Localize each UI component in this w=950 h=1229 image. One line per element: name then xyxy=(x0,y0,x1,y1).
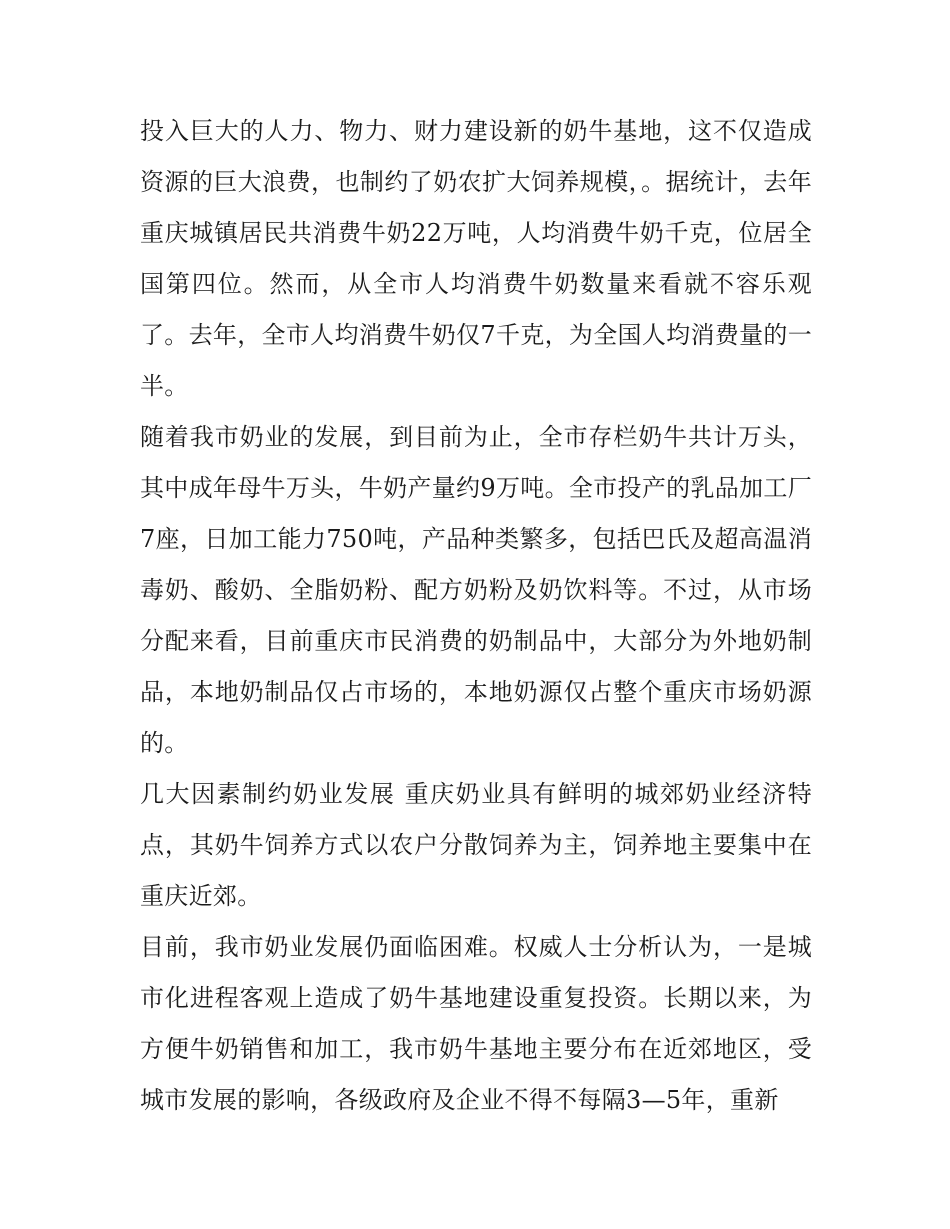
paragraph-4: 目前，我市奶业发展仍面临困难。权威人士分析认为，一是城市化进程客观上造成了奶牛基地建设重复投资。长期以来，为方便牛奶销售和加工，我市奶牛基地主要分布在近郊地区，受城市发展的影响，各级政府及企业不得不每隔3—5年，重新 xyxy=(140,933,812,1114)
paragraph-3: 几大因素制约奶业发展 重庆奶业具有鲜明的城郊奶业经济特点，其奶牛饲养方式以农户分散饲养为主，饲养地主要集中在重庆近郊。 xyxy=(140,780,812,910)
paragraph-1: 投入巨大的人力、物力、财力建设新的奶牛基地，这不仅造成资源的巨大浪费，也制约了奶农扩大饲养规模，。据统计，去年重庆城镇居民共消费牛奶22万吨，人均消费牛奶千克，位居全国第四位。然而，从全市人均消费牛奶数量来看就不容乐观了。去年，全市人均消费牛奶仅7千克，为全国人均消费量的一半。 xyxy=(140,117,812,400)
paragraph-2: 随着我市奶业的发展，到目前为止，全市存栏奶牛共计万头，其中成年母牛万头，牛奶产量约9万吨。全市投产的乳品加工厂7座，日加工能力750吨，产品种类繁多，包括巴氏及超高温消毒奶、酸奶、全脂奶粉、配方奶粉及奶饮料等。不过，从市场分配来看，目前重庆市民消费的奶制品中，大部分为外地奶制品，本地奶制品仅占市场的，本地奶源仅占整个重庆市场奶源的。 xyxy=(140,423,812,757)
document-body xyxy=(140,106,812,1126)
